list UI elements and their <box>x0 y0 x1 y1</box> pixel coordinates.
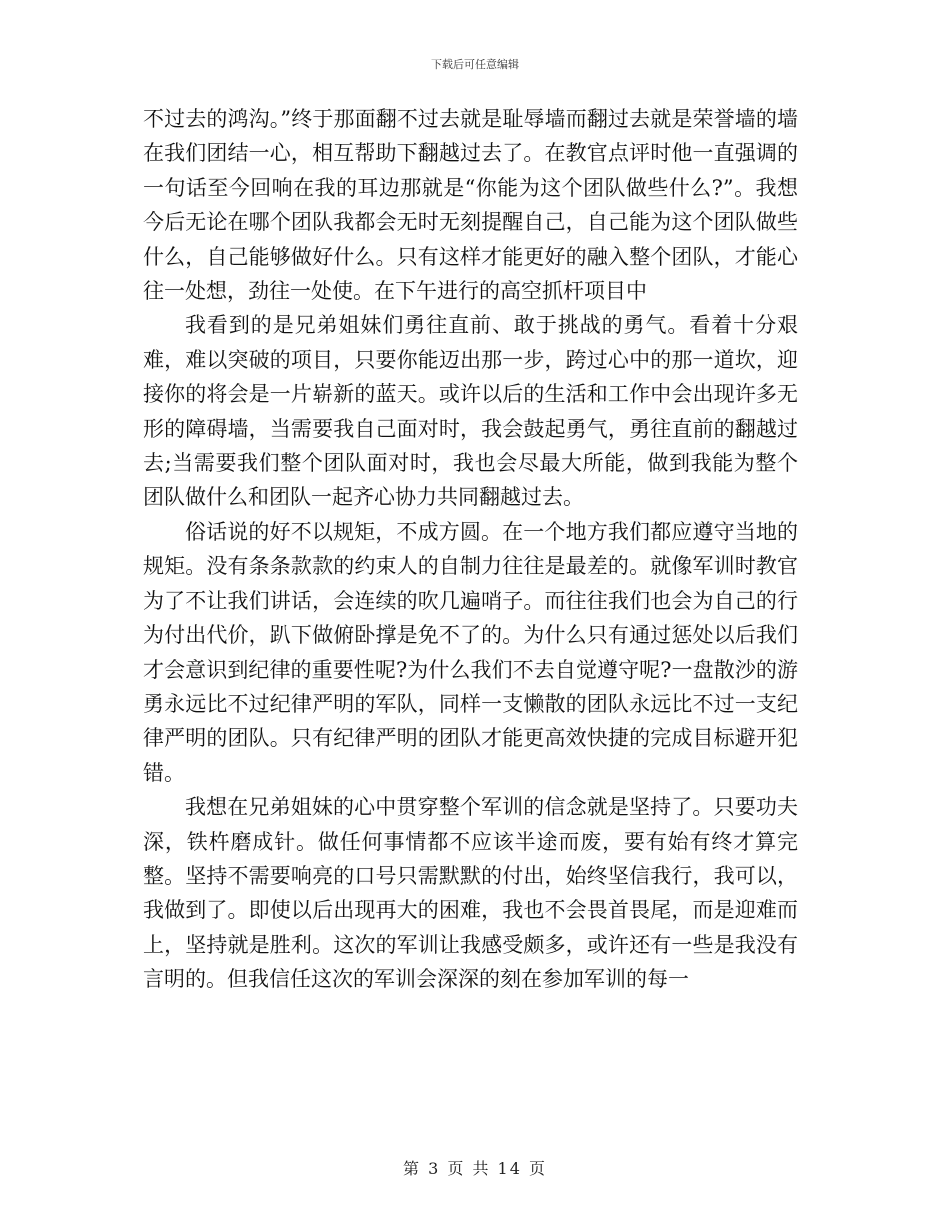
paragraph-1: 不过去的鸿沟。”终于那面翻不过去就是耻辱墙而翻过去就是荣誉墙的墙在我们团结一心，相互帮助下翻越过去了。在教官点评时他一直强调的一句话至今回响在我的耳边那就是“你能为这个团队做些什么?”。我想今后无论在哪个团队我都会无时无刻提醒自己，自己能为这个团队做些什么，自己能够做好什么。只有这样才能更好的融入整个团队，才能心往一处想，劲往一处使。在下午进行的高空抓杆项目中 <box>143 107 798 304</box>
page-footer: 第 3 页 共 14 页 <box>403 1159 547 1178</box>
paragraph-4: 我想在兄弟姐妹的心中贯穿整个军训的信念就是坚持了。只要功夫深，铁杵磨成针。做任何事情都不应该半途而废，要有始有终才算完整。坚持不需要响亮的口号只需默默的付出，始终坚信我行，我可以，我做到了。即使以后出现再大的困难，我也不会畏首畏尾，而是迎难而上，坚持就是胜利。这次的军训让我感受颇多，或许还有一些是我没有言明的。但我信任这次的军训会深深的刻在参加军训的每一 <box>143 795 798 992</box>
paragraph-3: 俗话说的好不以规矩，不成方圆。在一个地方我们都应遵守当地的规矩。没有条条款款的约束人的自制力往往是最差的。就像军训时教官为了不让我们讲话，会连续的吹几遍哨子。而往往我们也会为自己的行为付出代价，趴下做俯卧撑是免不了的。为什么只有通过惩处以后我们才会意识到纪律的重要性呢?为什么我们不去自觉遵守呢?一盘散沙的游勇永远比不过纪律严明的军队，同样一支懒散的团队永远比不过一支纪律严明的团队。只有纪律严明的团队才能更高效快捷的完成目标避开犯错。 <box>143 519 798 785</box>
page-header: 下载后可任意编辑 <box>431 58 519 71</box>
document-body <box>143 102 798 997</box>
paragraph-2: 我看到的是兄弟姐妹们勇往直前、敢于挑战的勇气。看着十分艰难，难以突破的项目，只要你能迈出那一步，跨过心中的那一道坎，迎接你的将会是一片崭新的蓝天。或许以后的生活和工作中会出现许多无形的障碍墙，当需要我自己面对时，我会鼓起勇气，勇往直前的翻越过去;当需要我们整个团队面对时，我也会尽最大所能，做到我能为整个团队做什么和团队一起齐心协力共同翻越过去。 <box>143 313 798 510</box>
